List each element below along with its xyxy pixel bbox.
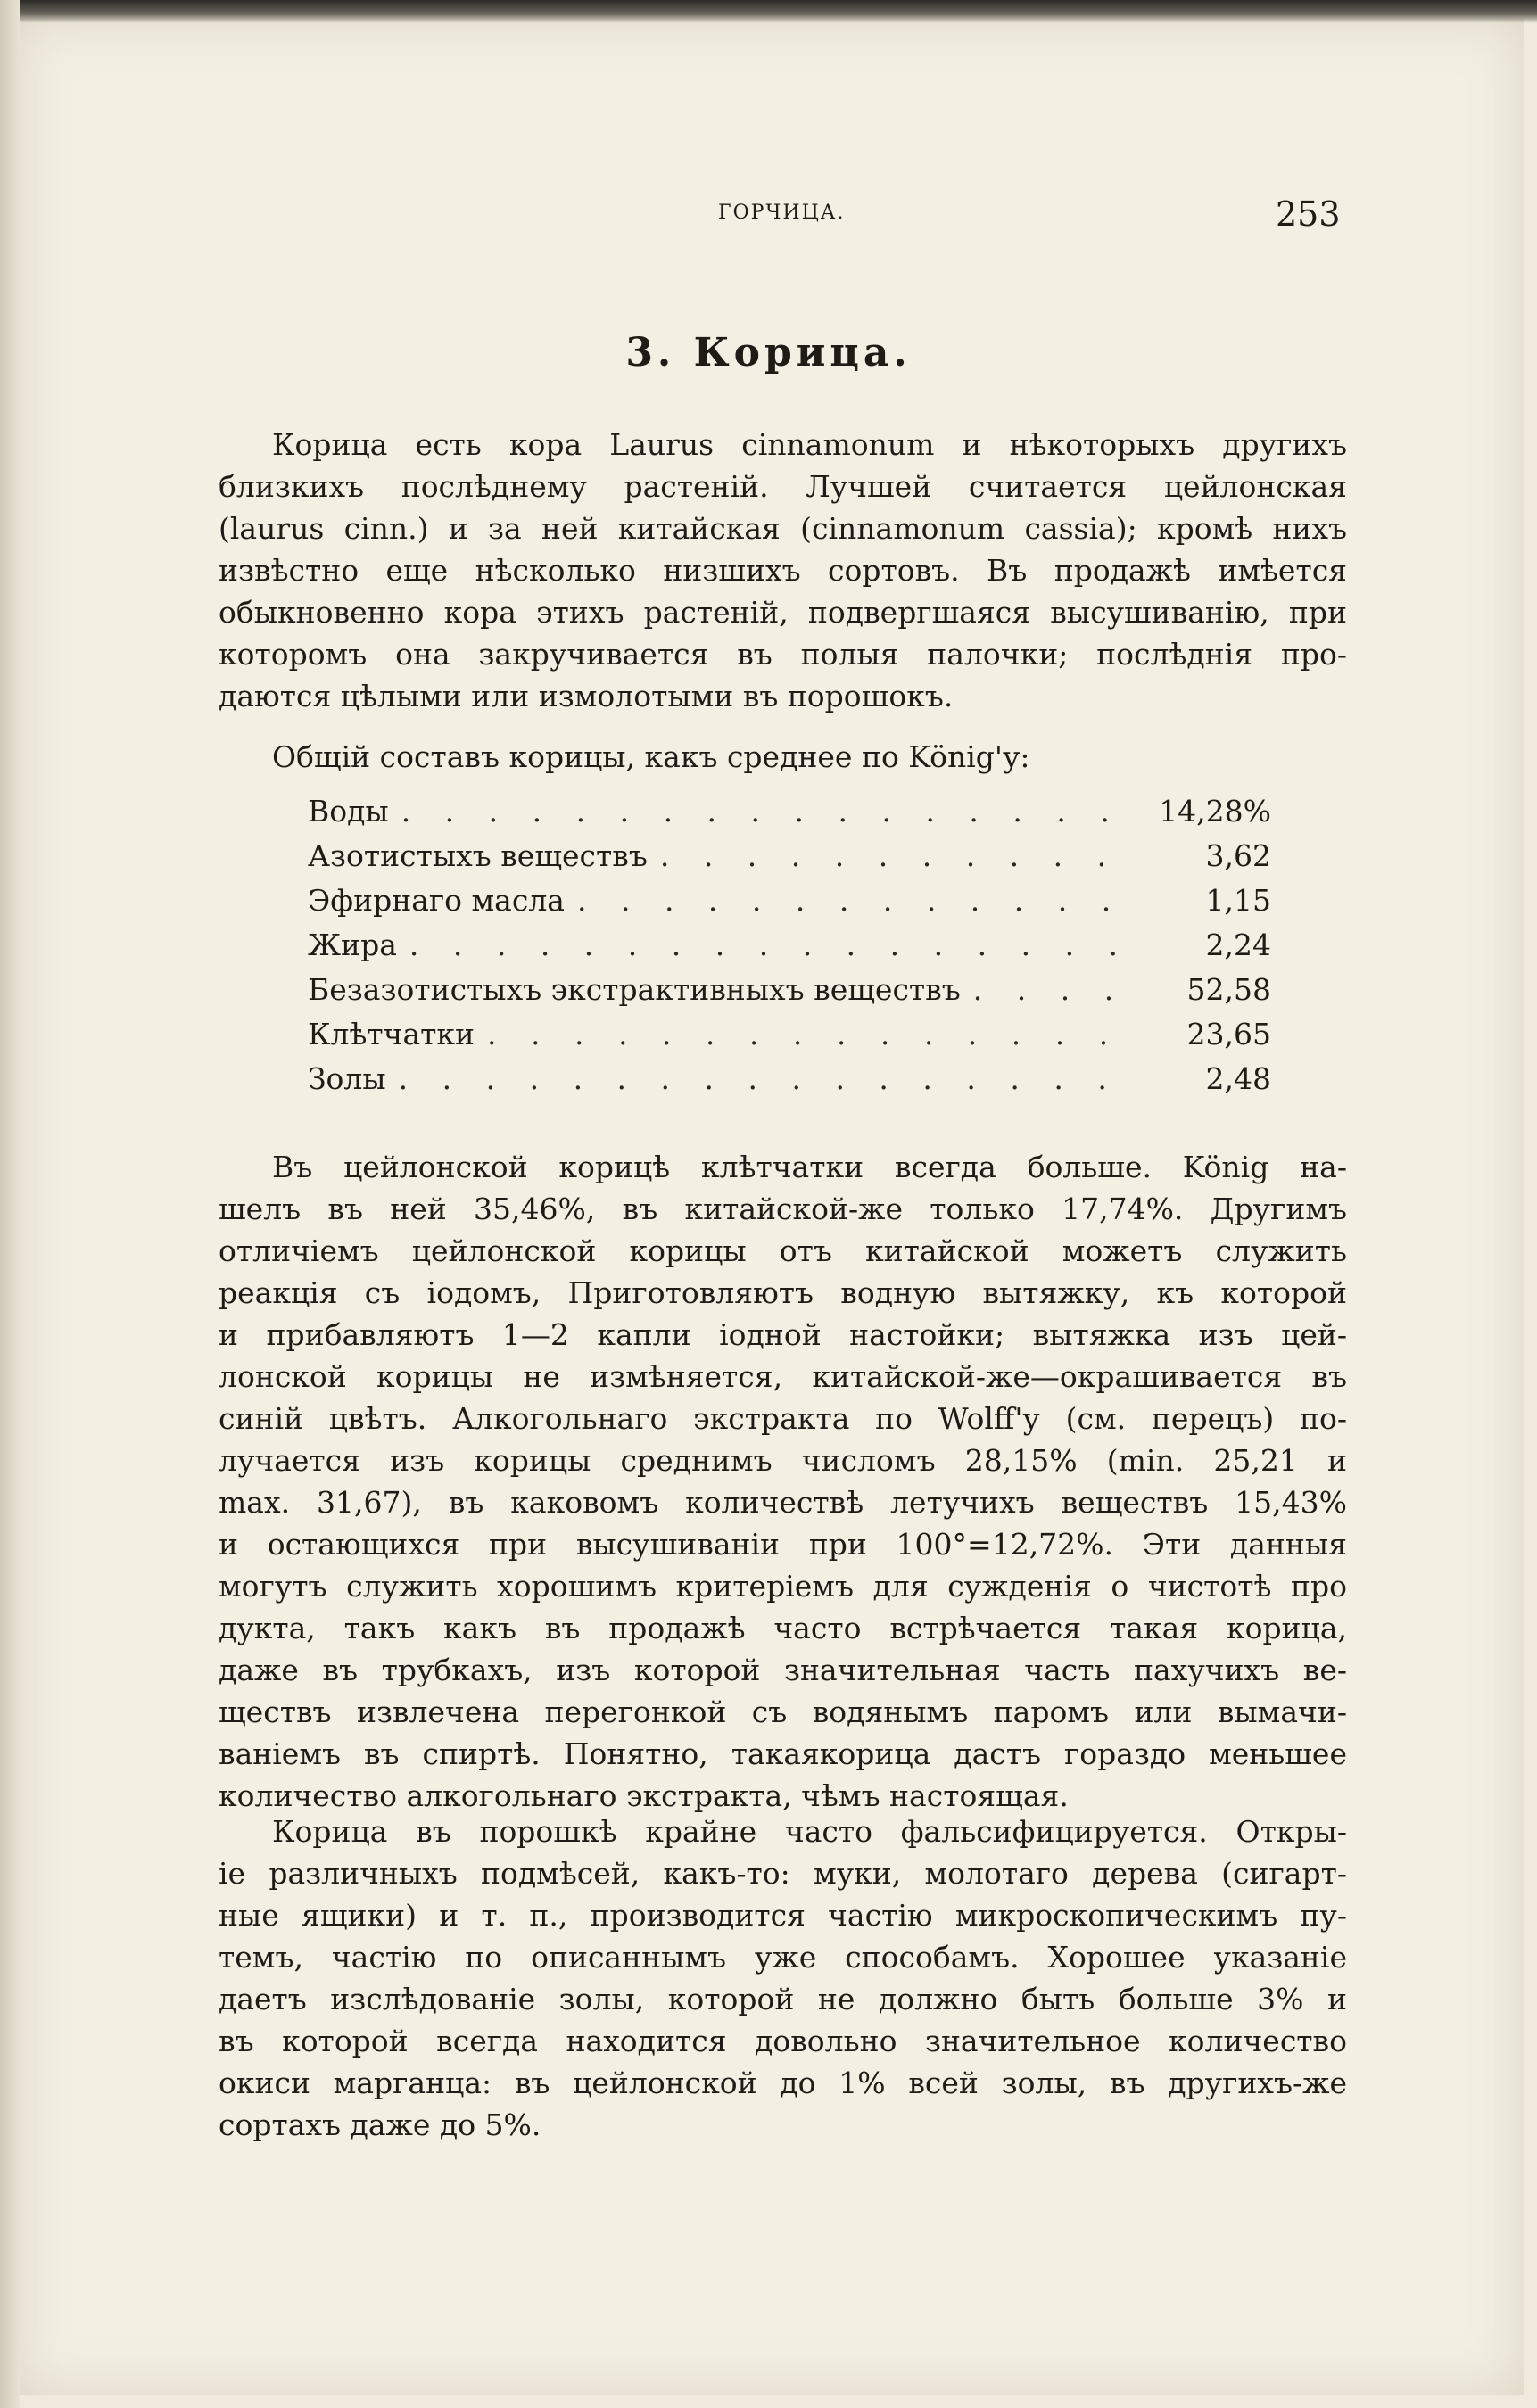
composition-row xyxy=(308,883,1271,928)
text-line: и прибавляютъ 1—2 капли іодной настойки; вытяжка изъ цей- xyxy=(219,1317,1347,1352)
composition-value: 52,58 xyxy=(1186,972,1271,1007)
text-line: даже въ трубкахъ, изъ которой значительная часть пахучихъ ве- xyxy=(219,1653,1347,1687)
text-line: даетъ изслѣдованіе золы, которой не должно быть больше 3% и xyxy=(219,1982,1347,2016)
text-line: (laurus cinn.) и за ней китайская (cinnamonum cassia); кромѣ нихъ xyxy=(219,511,1347,546)
text-line: Общій составъ корицы, какъ среднее по König'у: xyxy=(272,739,1030,774)
dot-leader xyxy=(409,928,1134,962)
text-line: которомъ она закручивается въ полыя палочки; послѣднія про- xyxy=(219,637,1347,672)
section-title: 3. Корица. xyxy=(625,330,912,375)
dot-leader xyxy=(973,972,1134,1007)
scan-top-edge xyxy=(0,0,1537,23)
text-line: близкихъ послѣднему растеній. Лучшей считается цейлонская xyxy=(219,469,1347,504)
dot-leader xyxy=(399,1061,1134,1096)
composition-row xyxy=(308,838,1271,883)
text-line: даются цѣлыми или измолотыми въ порошокъ. xyxy=(219,679,954,713)
composition-name: Безазотистыхъ экстрактивныхъ веществъ xyxy=(308,972,961,1007)
composition-value: 23,65 xyxy=(1186,1017,1271,1051)
text-line: количество алкогольнаго экстракта, чѣмъ настоящая. xyxy=(219,1778,1069,1813)
text-line: темъ, частію по описаннымъ уже способамъ. Хорошее указаніе xyxy=(219,1940,1347,1975)
paragraph-ceylon xyxy=(219,1146,1347,1817)
text-line: Въ цейлонской корицѣ клѣтчатки всегда больше. König на- xyxy=(272,1150,1347,1184)
composition-name: Золы xyxy=(308,1061,386,1096)
composition-row xyxy=(308,972,1271,1017)
text-line: лонской корицы не измѣняется, китайской-же—окрашивается въ xyxy=(219,1359,1347,1394)
paragraph-composition-intro xyxy=(219,736,1347,778)
composition-name: Клѣтчатки xyxy=(308,1017,475,1051)
dot-leader xyxy=(401,794,1134,829)
composition-value: 2,24 xyxy=(1205,928,1271,962)
composition-table xyxy=(308,794,1271,1106)
text-line: отличіемъ цейлонской корицы отъ китайской можетъ служить xyxy=(219,1233,1347,1268)
text-line: дукта, такъ какъ въ продажѣ часто встрѣчается такая корица, xyxy=(219,1611,1347,1645)
text-line: Корица въ порошкѣ крайне часто фальсифицируется. Откры- xyxy=(272,1814,1347,1849)
text-line: обыкновенно кора этихъ растеній, подвергшаяся высушиванію, при xyxy=(219,595,1347,630)
composition-value: 3,62 xyxy=(1205,838,1271,873)
text-line: извѣстно еще нѣсколько низшихъ сортовъ. Въ продажѣ имѣется xyxy=(219,553,1347,588)
text-line: ные ящики) и т. п., производится частію микроскопическимъ пу- xyxy=(219,1898,1347,1933)
text-line: могутъ служить хорошимъ критеріемъ для сужденія о чистотѣ про xyxy=(219,1569,1347,1604)
composition-name: Жира xyxy=(308,928,397,962)
composition-value: 2,48 xyxy=(1205,1061,1271,1096)
text-line: лучается изъ корицы среднимъ числомъ 28,15% (min. 25,21 и xyxy=(219,1443,1347,1478)
text-line: ществъ извлечена перегонкой съ водянымъ паромъ или вымачи- xyxy=(219,1695,1347,1729)
running-head: ГОРЧИЦА. xyxy=(718,202,846,224)
text-line: іе различныхъ подмѣсей, какъ-то: муки, молотаго дерева (сигарт- xyxy=(219,1856,1347,1891)
text-line: max. 31,67), въ каковомъ количествѣ летучихъ веществъ 15,43% xyxy=(219,1485,1347,1520)
composition-name: Азотистыхъ веществъ xyxy=(308,838,648,873)
text-line: сортахъ даже до 5%. xyxy=(219,2107,541,2142)
paragraph-intro xyxy=(219,424,1347,717)
composition-row xyxy=(308,1061,1271,1106)
composition-value: 14,28% xyxy=(1159,794,1271,829)
paragraph-powder xyxy=(219,1810,1347,2146)
composition-row xyxy=(308,928,1271,972)
page-header xyxy=(0,194,1537,234)
page-number: 253 xyxy=(1276,194,1341,234)
composition-name: Воды xyxy=(308,794,389,829)
text-line: и остающихся при высушиваніи при 100°=12,72%. Эти данныя xyxy=(219,1527,1347,1562)
text-line: шелъ въ ней 35,46%, въ китайской-же только 17,74%. Другимъ xyxy=(219,1192,1347,1226)
text-line: реакція съ іодомъ, Приготовляютъ водную вытяжку, къ которой xyxy=(219,1275,1347,1310)
text-line: Корица есть кора Laurus cinnamonum и нѣкоторыхъ другихъ xyxy=(272,427,1347,462)
composition-row xyxy=(308,794,1271,838)
composition-name: Эфирнаго масла xyxy=(308,883,565,918)
text-line: окиси марганца: въ цейлонской до 1% всей золы, въ другихъ-же xyxy=(219,2066,1347,2100)
composition-row xyxy=(308,1017,1271,1061)
dot-leader xyxy=(577,883,1134,918)
text-line: въ которой всегда находится довольно значительное количество xyxy=(219,2024,1347,2058)
text-line: синій цвѣтъ. Алкогольнаго экстракта по Wolff'у (см. перецъ) по- xyxy=(219,1401,1347,1436)
dot-leader xyxy=(660,838,1134,873)
composition-value: 1,15 xyxy=(1205,883,1271,918)
text-line: ваніемъ въ спиртѣ. Понятно, такаякорица дастъ гораздо меньшее xyxy=(219,1736,1347,1771)
dot-leader xyxy=(487,1017,1134,1051)
